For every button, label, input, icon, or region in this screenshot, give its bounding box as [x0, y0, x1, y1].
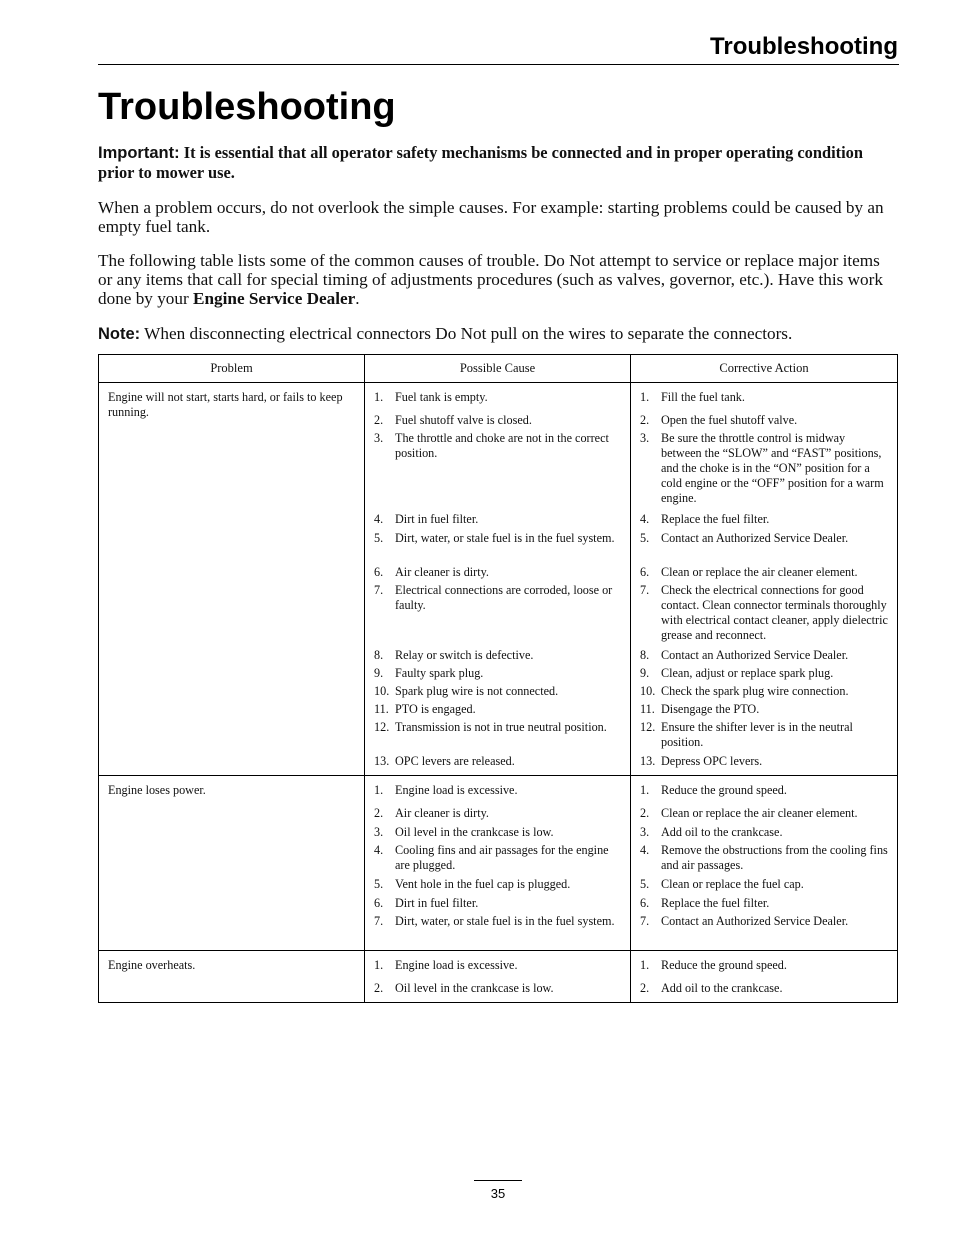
list-item — [640, 648, 888, 666]
item-text: Air cleaner is dirty. — [395, 565, 489, 579]
item-text: Fill the fuel tank. — [661, 390, 745, 404]
note-label: Note: — [98, 325, 141, 343]
item-text: Replace the fuel filter. — [661, 896, 770, 910]
header-rule — [98, 64, 899, 65]
item-number: 8. — [374, 648, 384, 662]
item-number: 1. — [374, 958, 384, 972]
item-text: Reduce the ground speed. — [661, 783, 787, 797]
item-text: Contact an Authorized Service Dealer. — [661, 648, 849, 662]
item-text: Be sure the throttle control is midway between the “SLOW” and “FAST” positions, and the choke is in the “ON” position for a cold engine or the “OFF” position for a warm engine. — [661, 431, 884, 505]
action-list — [640, 958, 888, 996]
possible-cause-cell — [365, 383, 631, 776]
list-item — [374, 825, 621, 843]
item-text: Clean or replace the air cleaner element. — [661, 565, 858, 579]
list-item — [640, 806, 888, 825]
problem-cell: Engine will not start, starts hard, or fails to keep running. — [99, 383, 365, 776]
list-item — [640, 531, 888, 565]
item-text: Relay or switch is defective. — [395, 648, 534, 662]
item-text: Cooling fins and air passages for the engine are plugged. — [395, 843, 609, 872]
item-text: Check the electrical connections for good contact. Clean connector terminals thoroughly with electrical contact cleaner, apply dielectric grease and reconnect. — [661, 583, 888, 642]
troubleshooting-table — [98, 354, 898, 1003]
list-item — [374, 390, 621, 413]
list-item — [374, 896, 621, 914]
list-item — [640, 720, 888, 754]
item-number: 7. — [374, 914, 384, 928]
item-text: PTO is engaged. — [395, 702, 476, 716]
list-item — [640, 684, 888, 702]
item-text: Disengage the PTO. — [661, 702, 760, 716]
list-item — [640, 914, 888, 944]
item-number: 2. — [640, 806, 650, 820]
list-item — [374, 512, 621, 531]
item-number: 4. — [640, 843, 650, 857]
item-number: 1. — [640, 958, 650, 972]
list-item — [640, 783, 888, 806]
item-text: Clean or replace the fuel cap. — [661, 877, 804, 891]
corrective-action-cell — [631, 383, 898, 776]
item-text: Check the spark plug wire connection. — [661, 684, 849, 698]
item-text: Contact an Authorized Service Dealer. — [661, 531, 849, 545]
table-header-row — [99, 355, 898, 383]
item-number: 5. — [374, 531, 384, 545]
item-text: Contact an Authorized Service Dealer. — [661, 914, 849, 928]
item-number: 5. — [640, 877, 650, 891]
item-text: Oil level in the crankcase is low. — [395, 825, 554, 839]
item-text: Depress OPC levers. — [661, 754, 763, 768]
important-label: Important: — [98, 144, 180, 162]
item-number: 12. — [640, 720, 656, 734]
item-number: 2. — [640, 413, 650, 427]
possible-cause-cell — [365, 951, 631, 1003]
item-number: 6. — [640, 565, 650, 579]
item-text: Engine load is excessive. — [395, 783, 518, 797]
table-row — [99, 951, 898, 1003]
item-text: Dirt, water, or stale fuel is in the fuel system. — [395, 531, 615, 545]
list-item — [374, 684, 621, 702]
possible-cause-cell — [365, 776, 631, 951]
section-header-title: Troubleshooting — [710, 33, 898, 60]
item-number: 12. — [374, 720, 390, 734]
list-item — [374, 981, 621, 996]
item-text: Add oil to the crankcase. — [661, 825, 783, 839]
table-row — [99, 383, 898, 776]
item-text: The throttle and choke are not in the correct position. — [395, 431, 609, 460]
item-text: Oil level in the crankcase is low. — [395, 981, 554, 995]
list-item — [374, 565, 621, 583]
page-number: 35 — [490, 1186, 506, 1201]
item-text: Reduce the ground speed. — [661, 958, 787, 972]
list-item — [640, 896, 888, 914]
item-number: 13. — [374, 754, 390, 768]
item-number: 6. — [374, 896, 384, 910]
intro-paragraph: When a problem occurs, do not overlook the simple causes. For example: starting problems could be caused by an empty fuel tank. — [98, 198, 884, 236]
table-row — [99, 776, 898, 951]
item-text: Fuel shutoff valve is closed. — [395, 413, 532, 427]
item-number: 6. — [640, 896, 650, 910]
item-text: Open the fuel shutoff valve. — [661, 413, 798, 427]
item-text: OPC levers are released. — [395, 754, 515, 768]
item-number: 4. — [374, 512, 384, 526]
table-intro-text: The following table lists some of the common causes of trouble. Do Not attempt to service or replace major items or any items that call for special timing of adjustments procedures (such as valves, governor, etc.). Have this work done by your — [98, 251, 883, 308]
item-text: Vent hole in the fuel cap is plugged. — [395, 877, 571, 891]
cause-list — [374, 958, 621, 996]
note — [98, 324, 894, 344]
list-item — [374, 648, 621, 666]
list-item — [640, 413, 888, 431]
item-text: Engine load is excessive. — [395, 958, 518, 972]
item-text: Add oil to the crankcase. — [661, 981, 783, 995]
list-item — [374, 877, 621, 896]
header-problem: Problem — [99, 355, 365, 383]
list-item — [640, 583, 888, 648]
list-item — [374, 413, 621, 431]
item-number: 7. — [640, 914, 650, 928]
item-number: 8. — [640, 648, 650, 662]
item-number: 10. — [640, 684, 656, 698]
item-text: Faulty spark plug. — [395, 666, 484, 680]
list-item — [640, 512, 888, 531]
item-text: Transmission is not in true neutral position. — [395, 720, 607, 734]
item-number: 11. — [374, 702, 389, 716]
item-text: Clean or replace the air cleaner element. — [661, 806, 858, 820]
problem-cell: Engine overheats. — [99, 951, 365, 1003]
table-intro-end: . — [355, 289, 360, 308]
item-number: 1. — [374, 783, 384, 797]
item-text: Remove the obstructions from the cooling fins and air passages. — [661, 843, 888, 872]
list-item — [640, 754, 888, 769]
list-item — [374, 783, 621, 806]
list-item — [374, 958, 621, 981]
item-text: Fuel tank is empty. — [395, 390, 488, 404]
list-item — [374, 431, 621, 512]
action-list — [640, 783, 888, 944]
list-item — [640, 877, 888, 896]
action-list — [640, 390, 888, 769]
item-text: Clean, adjust or replace spark plug. — [661, 666, 834, 680]
cause-list — [374, 783, 621, 944]
item-number: 5. — [640, 531, 650, 545]
list-item — [640, 666, 888, 684]
item-number: 7. — [374, 583, 384, 597]
list-item — [640, 981, 888, 996]
list-item — [640, 565, 888, 583]
item-number: 2. — [374, 981, 384, 995]
important-notice — [98, 143, 894, 182]
item-number: 3. — [640, 431, 650, 445]
list-item — [640, 843, 888, 877]
item-number: 7. — [640, 583, 650, 597]
list-item — [640, 825, 888, 843]
item-text: Ensure the shifter lever is in the neutral position. — [661, 720, 853, 749]
cause-list — [374, 390, 621, 769]
item-number: 4. — [640, 512, 650, 526]
page-title: Troubleshooting — [98, 86, 396, 128]
list-item — [374, 531, 621, 565]
item-number: 13. — [640, 754, 656, 768]
list-item — [640, 702, 888, 720]
item-number: 3. — [374, 431, 384, 445]
header-corrective-action: Corrective Action — [631, 355, 898, 383]
problem-cell: Engine loses power. — [99, 776, 365, 951]
list-item — [640, 958, 888, 981]
item-number: 6. — [374, 565, 384, 579]
item-number: 1. — [640, 783, 650, 797]
item-number: 3. — [374, 825, 384, 839]
item-number: 5. — [374, 877, 384, 891]
important-text: It is essential that all operator safety mechanisms be connected and in proper operating condition prior to mower use. — [98, 143, 863, 182]
item-text: Air cleaner is dirty. — [395, 806, 489, 820]
note-text: When disconnecting electrical connectors Do Not pull on the wires to separate the connectors. — [144, 324, 793, 343]
list-item — [374, 806, 621, 825]
list-item — [374, 702, 621, 720]
item-text: Dirt, water, or stale fuel is in the fuel system. — [395, 914, 615, 928]
item-number: 11. — [640, 702, 655, 716]
item-text: Dirt in fuel filter. — [395, 896, 479, 910]
item-number: 10. — [374, 684, 390, 698]
item-number: 2. — [374, 806, 384, 820]
item-number: 1. — [374, 390, 384, 404]
list-item — [374, 666, 621, 684]
item-number: 2. — [640, 981, 650, 995]
list-item — [374, 914, 621, 944]
item-text: Dirt in fuel filter. — [395, 512, 479, 526]
item-number: 4. — [374, 843, 384, 857]
footer-rule — [474, 1180, 522, 1181]
item-number: 9. — [640, 666, 650, 680]
item-number: 1. — [640, 390, 650, 404]
table-intro-paragraph — [98, 251, 894, 308]
header-possible-cause: Possible Cause — [365, 355, 631, 383]
item-text: Electrical connections are corroded, loose or faulty. — [395, 583, 613, 612]
item-text: Spark plug wire is not connected. — [395, 684, 559, 698]
list-item — [640, 390, 888, 413]
item-text: Replace the fuel filter. — [661, 512, 770, 526]
corrective-action-cell — [631, 776, 898, 951]
list-item — [640, 431, 888, 512]
item-number: 2. — [374, 413, 384, 427]
item-number: 9. — [374, 666, 384, 680]
corrective-action-cell — [631, 951, 898, 1003]
engine-service-dealer-text: Engine Service Dealer — [193, 289, 356, 308]
list-item — [374, 583, 621, 648]
list-item — [374, 720, 621, 754]
list-item — [374, 754, 621, 769]
list-item — [374, 843, 621, 877]
item-number: 3. — [640, 825, 650, 839]
